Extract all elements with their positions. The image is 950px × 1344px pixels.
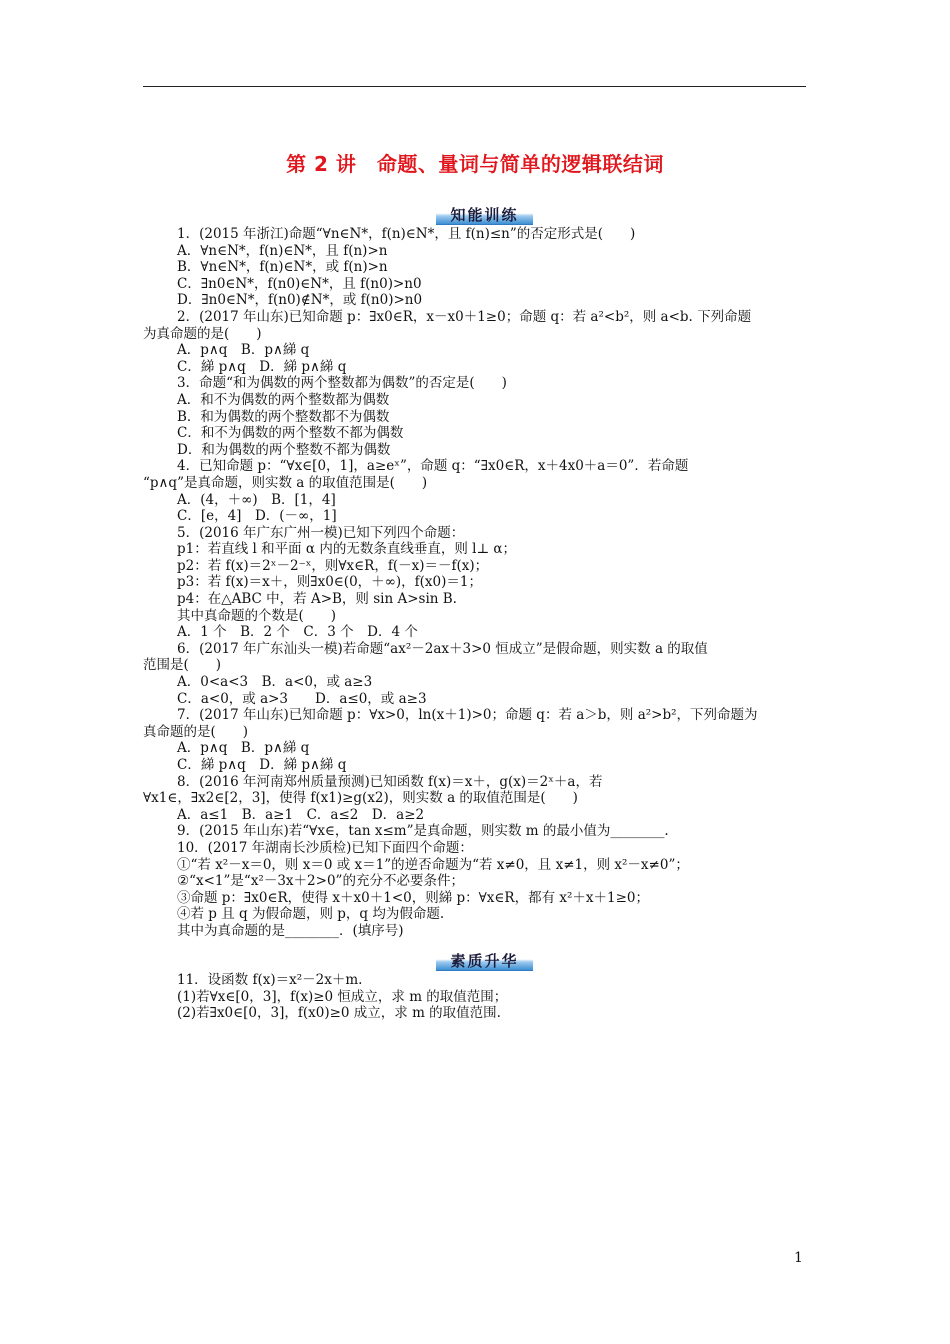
text-line: 7．(2017 年山东)已知命题 p：∀x>0，ln(x＋1)>0；命题 q：若 a＞b，则 a²>b²，下列命题为 <box>177 707 758 724</box>
text-line: 其中真命题的个数是( ) <box>177 607 337 624</box>
page-title: 第 2 讲 命题、量词与简单的逻辑联结词 <box>286 152 664 176</box>
text-line: ∀x1∈，∃x2∈[2，3]，使得 f(x1)≥g(x2)，则实数 a 的取值范围是( ) <box>143 790 578 807</box>
text-line: A．0<a<3 B．a<0，或 a≥3 <box>177 674 373 691</box>
section-badge-training: 知能训练 <box>436 206 533 225</box>
text-line: 11．设函数 f(x)＝x²－2x＋m. <box>177 972 363 988</box>
text-line: 其中为真命题的是________．(填序号) <box>177 922 404 939</box>
text-line: p2：若 f(x)＝2ˣ－2⁻ˣ，则∀x∈R，f(－x)＝－f(x)； <box>177 557 489 574</box>
text-line: ①“若 x²－x＝0，则 x＝0 或 x＝1”的逆否命题为“若 x≠0，且 x≠1，则 x²－x≠0”； <box>177 856 689 873</box>
question-list <box>143 226 806 940</box>
text-line: p3：若 f(x)＝x＋，则∃x0∈(0，＋∞)，f(x0)＝1； <box>177 574 482 591</box>
text-line: A．p∧q B．p∧綈 q <box>177 740 310 757</box>
text-line: A．∀n∈N*，f(n)∈N*，且 f(n)>n <box>177 242 388 259</box>
text-line: A．1 个 B．2 个 C．3 个 D．4 个 <box>177 624 418 641</box>
text-line: D．和为偶数的两个整数不都为偶数 <box>177 441 391 458</box>
text-line: (2)若∃x0∈[0，3]，f(x0)≥0 成立，求 m 的取值范围. <box>177 1005 501 1022</box>
text-line: C．∃n0∈N*，f(n0)∈N*，且 f(n0)>n0 <box>177 275 422 292</box>
text-line: ②“x<1”是“x²－3x＋2>0”的充分不必要条件； <box>177 873 464 890</box>
text-line: C．綈 p∧q D．綈 p∧綈 q <box>177 757 347 773</box>
header-rule <box>143 86 806 87</box>
text-line: A．(4，＋∞) B．[1，4] <box>177 491 336 508</box>
text-line: D．∃n0∈N*，f(n0)∉N*，或 f(n0)>n0 <box>177 292 423 309</box>
text-line: 9．(2015 年山东)若“∀x∈，tan x≤m”是真命题，则实数 m 的最小值为________. <box>177 823 669 840</box>
text-line: 真命题的是( ) <box>143 723 249 740</box>
text-line: B．∀n∈N*，f(n)∈N*，或 f(n)>n <box>177 259 388 276</box>
text-line: C．a<0，或 a>3 D．a≤0，或 a≥3 <box>177 690 427 707</box>
text-line: 3．命题“和为偶数的两个整数都为偶数”的否定是( ) <box>177 375 507 392</box>
text-line: 8．(2016 年河南郑州质量预测)已知函数 f(x)＝x＋，g(x)＝2ˣ＋a，若 <box>177 773 603 790</box>
text-line: A．和不为偶数的两个整数都为偶数 <box>177 391 390 408</box>
text-line: C．[e，4] D．(－∞，1] <box>177 508 337 525</box>
text-line: 1．(2015 年浙江)命题“∀n∈N*，f(n)∈N*，且 f(n)≤n”的否定形式是( ) <box>177 226 636 242</box>
text-line: 2．(2017 年山东)已知命题 p：∃x0∈R，x－x0＋1≥0；命题 q：若 a²<b²，则 a<b. 下列命题 <box>177 308 752 325</box>
text-line: C．和不为偶数的两个整数不都为偶数 <box>177 425 404 442</box>
text-line: ③命题 p：∃x0∈R，使得 x＋x0＋1<0，则綈 p：∀x∈R，都有 x²＋x＋1≥0； <box>177 889 649 906</box>
text-line: p1：若直线 l 和平面 α 内的无数条直线垂直，则 l⊥ α； <box>177 541 517 558</box>
text-line: 10．(2017 年湖南长沙质检)已知下面四个命题： <box>177 839 473 856</box>
text-line: B．和为偶数的两个整数都不为偶数 <box>177 408 390 425</box>
text-line: 为真命题的是( ) <box>143 325 262 342</box>
text-line: 6．(2017 年广东汕头一模)若命题“ax²－2ax＋3>0 恒成立”是假命题，则实数 a 的取值 <box>177 640 708 657</box>
section-badge-upgrade: 素质升华 <box>436 952 533 971</box>
text-line: C．綈 p∧q D．綈 p∧綈 q <box>177 358 347 375</box>
page-number: 1 <box>794 1250 803 1266</box>
text-line: (1)若∀x∈[0，3]，f(x)≥0 恒成立，求 m 的取值范围； <box>177 988 508 1005</box>
text-line: 4．已知命题 p：“∀x∈[0，1]，a≥eˣ”，命题 q：“∃x0∈R，x＋4x0＋a＝0”．若命题 <box>177 458 689 475</box>
text-line: ④若 p 且 q 为假命题，则 p，q 均为假命题. <box>177 906 445 923</box>
text-line: 范围是( ) <box>143 657 222 674</box>
text-line: A．a≤1 B．a≥1 C．a≤2 D．a≥2 <box>177 806 425 823</box>
text-line: 5．(2016 年广东广州一模)已知下列四个命题： <box>177 524 465 541</box>
text-line: “p∧q”是真命题，则实数 a 的取值范围是( ) <box>143 474 428 491</box>
text-line: p4：在△ABC 中，若 A>B，则 sin A>sin B. <box>177 591 457 608</box>
question-list-upgrade <box>143 972 806 1022</box>
text-line: A．p∧q B．p∧綈 q <box>177 342 310 359</box>
